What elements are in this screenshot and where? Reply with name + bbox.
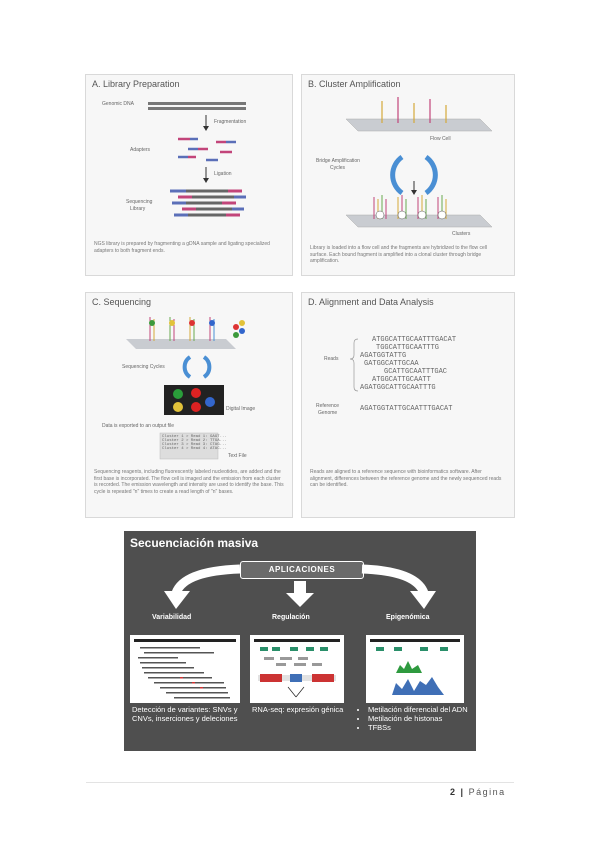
page-number-value: 2 — [450, 787, 457, 797]
panel-title: C. Sequencing — [92, 297, 152, 307]
panel-sequencing — [85, 292, 293, 518]
epigenomics-thumbnail — [366, 635, 464, 703]
rna-seq-thumbnail — [250, 635, 344, 703]
epi-item: • TFBSs — [368, 723, 472, 732]
category-regulacion: Regulación — [272, 614, 310, 621]
category-epigenomica: Epigenómica — [386, 614, 430, 621]
sequencing-library-label-2: Library — [130, 206, 146, 212]
panel-cluster-amplification — [301, 74, 515, 276]
variant-alignment-thumbnail — [130, 635, 240, 703]
panel-caption: Sequencing reagents, including fluorescently labeled nucleotides, are added and the first base is incorporated. The flow cell is imaged and the emission from each cluster is recorded. The emission wavelength and intensity are used to identify the base. This cycle is repeated "n" times to create a read length of "n" bases. — [94, 469, 284, 495]
digital-image-label: Digital Image — [226, 406, 256, 412]
ligation-label: Ligation — [214, 171, 232, 177]
panel-caption: Library is loaded into a flow cell and the fragments are hybridized to the flow cell surface. Each bound fragment is amplified into a clonal cluster through bridge amplification. — [310, 245, 488, 264]
epi-item: • Metilación de histonas — [368, 714, 472, 723]
sequencing-cycles-label: Sequencing Cycles — [122, 364, 165, 370]
file-row: Cluster 2 > Read 2: TTGA... — [162, 439, 227, 443]
fragmentation-label: Fragmentation — [214, 119, 247, 125]
regulation-description: RNA-seq: expresión génica — [252, 705, 344, 714]
file-row: Cluster 1 > Read 1: GAGT... — [162, 435, 227, 439]
sequencing-library-label-1: Sequencing — [126, 199, 153, 205]
bridge-amplification-label-2: Cycles — [330, 165, 346, 171]
panel-title: B. Cluster Amplification — [308, 79, 401, 89]
page-number — [450, 787, 506, 797]
panel-caption: Reads are aligned to a reference sequence with bioinformatics software. After alignment, differences between the reference genome and the newly sequenced reads can be identified. — [310, 469, 502, 488]
read-seq: ATGGCATTGCAATTTGACAT — [372, 336, 457, 344]
epigenomics-peaks-image — [366, 635, 464, 703]
epigenomics-description — [360, 705, 472, 732]
read-seq: GATGGCATTGCAA — [364, 360, 419, 368]
page-word: Página — [468, 787, 506, 797]
epi-item: • Metilación diferencial del ADN — [368, 705, 472, 714]
file-row: Cluster 4 > Read 4: ATAC... — [162, 447, 227, 451]
reference-seq: AGATGGTATTGCAATTTGACAT — [360, 405, 453, 413]
infographic-title: Secuenciación masiva — [130, 536, 259, 550]
reference-label-2: Genome — [318, 410, 338, 416]
panel-alignment — [301, 292, 515, 518]
read-seq: GCATTGCAATTTGAC — [384, 368, 448, 376]
genomic-dna-label: Genomic DNA — [102, 101, 134, 107]
panel-library-preparation — [85, 74, 293, 276]
rna-seq-image — [250, 635, 344, 703]
reference-label-1: Reference — [316, 403, 340, 409]
reads-label: Reads — [324, 356, 339, 362]
read-seq: AGATGGTATTG — [360, 352, 407, 360]
clusters-label: Clusters — [452, 231, 471, 237]
adapters-label: Adapters — [130, 147, 151, 153]
file-row: Cluster 3 > Read 3: CTAG... — [162, 443, 227, 447]
secuenciacion-masiva-infographic — [124, 531, 476, 751]
bridge-amplification-label-1: Bridge Amplification — [316, 158, 360, 164]
aplicaciones-box: APLICACIONES — [240, 561, 364, 579]
read-seq: ATGGCATTGCAATT — [372, 376, 431, 384]
read-seq: TGGCATTGCAATTTG — [376, 344, 440, 352]
panel-title: D. Alignment and Data Analysis — [308, 297, 434, 307]
panel-title: A. Library Preparation — [92, 79, 180, 89]
variant-alignment-image — [130, 635, 240, 703]
variability-description: Detección de variantes: SNVs y CNVs, inserciones y deleciones — [132, 705, 238, 723]
text-file-rows — [162, 435, 227, 451]
flow-cell-label: Flow Cell — [430, 136, 451, 142]
category-variabilidad: Variabilidad — [152, 614, 192, 621]
page-separator: | — [460, 787, 465, 797]
read-seq: AGATGGCATTGCAATTTG — [360, 384, 436, 392]
footer-divider — [86, 782, 514, 783]
panel-caption: NGS library is prepared by fragmenting a gDNA sample and ligating specialized adapters to both fragment ends. — [94, 241, 270, 254]
text-file-label: Text File — [228, 453, 247, 459]
exported-label: Data is exported to an output file — [102, 423, 174, 429]
